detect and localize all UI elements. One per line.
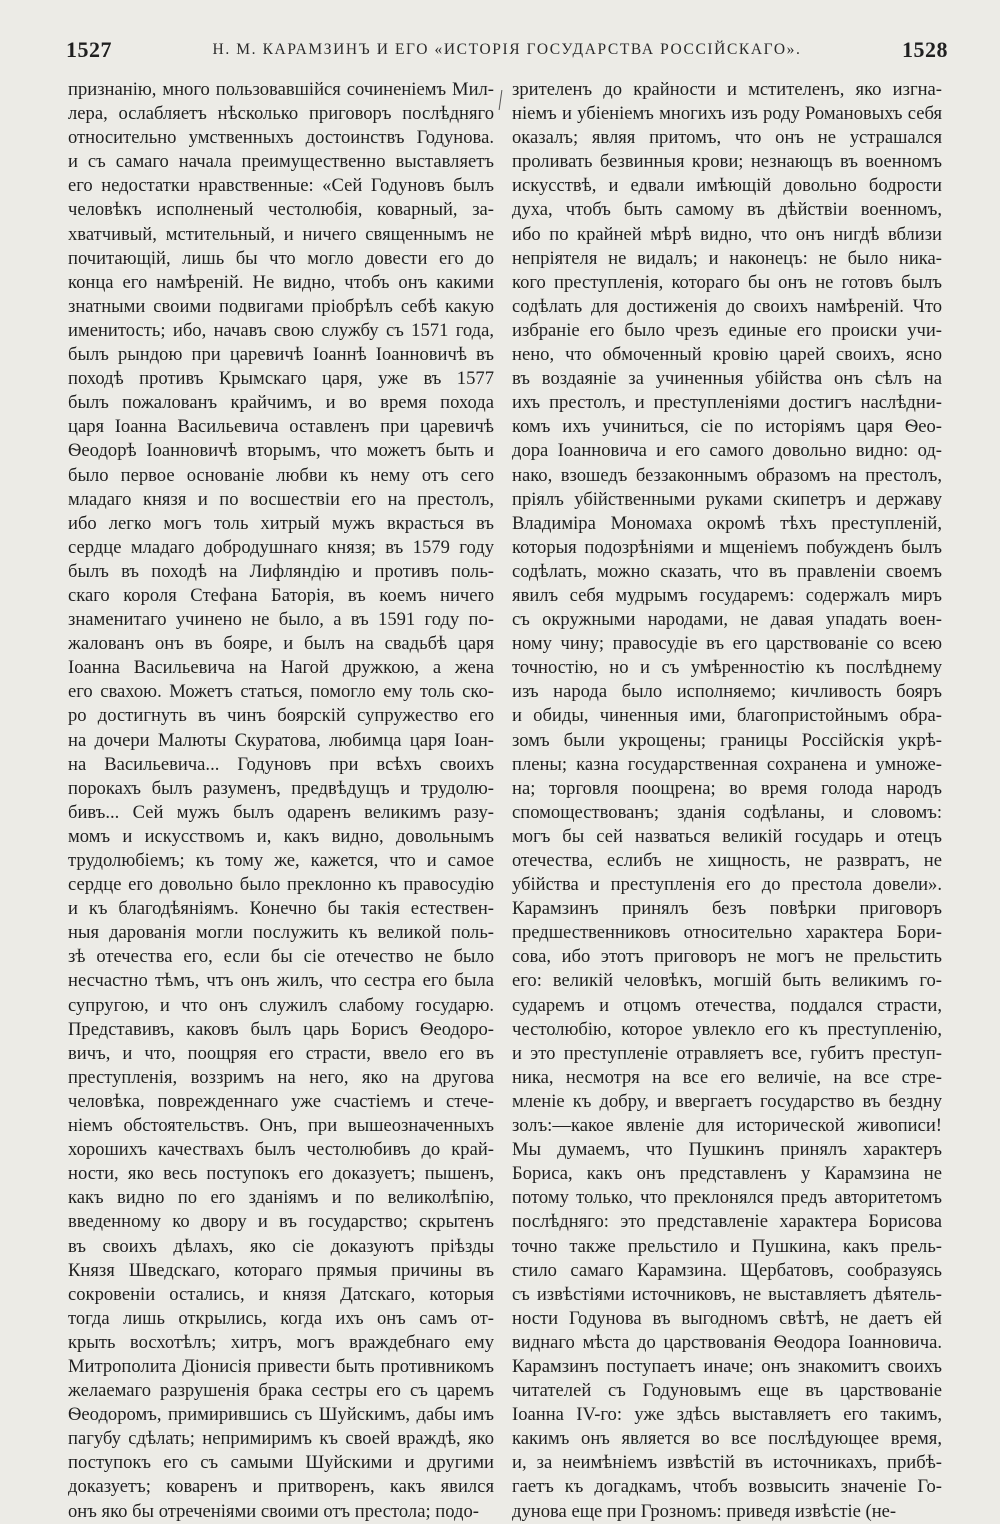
text-line: ніемъ обстоятельствъ. Онъ, при вышеозначенныхъ [68, 1115, 494, 1137]
text-line: поступокъ его съ самыми Шуйскими и другими [68, 1452, 494, 1474]
text-line: комъ ихъ учиниться, сіе по исторіямъ царя Ѳео- [512, 416, 942, 438]
text-line: зрителенъ до крайности и мстителенъ, яко изгна- [512, 79, 942, 100]
text-line: спомоществованъ; зданія содѣланы, и словомъ: [512, 801, 942, 823]
column-divider-mark [499, 90, 503, 110]
text-line: ности Годунова въ выгодномъ свѣтѣ, не даетъ ей [512, 1307, 942, 1329]
text-line: его: великій человѣкъ, могшій быть великимъ го- [512, 970, 942, 992]
text-line: хорошихъ качествахъ былъ честолюбивъ до край- [68, 1139, 494, 1161]
text-line: дора Іоанновича и его самого довольно видно: од- [512, 440, 942, 462]
text-line: именитость; ибо, начавъ свою службу съ 1571 года, [68, 319, 494, 341]
text-line: убійства и преступленія его до престола довели». [512, 874, 942, 896]
text-line: какъ видно по его зданіямъ и по великолѣпію, [68, 1187, 494, 1209]
text-line: гаетъ къ догадкамъ, чтобъ возвысить значеніе Го- [512, 1476, 942, 1498]
text-line: честолюбію, которое увлекло его къ преступленію, [512, 1018, 942, 1040]
text-line: стило самаго Карамзина. Щербатовъ, сообразуясь [512, 1259, 942, 1281]
text-line: знатными своими подвигами пріобрѣлъ себѣ какую [68, 295, 494, 317]
text-line: преступленія, воззримъ на него, яко на другова [68, 1066, 494, 1088]
text-line: ности, яко весь поступокъ его доказуетъ; пышенъ, [68, 1163, 494, 1185]
text-line: ибо по крайней мѣрѣ видно, что онъ нигдѣ вблизи [512, 223, 942, 245]
text-line: былъ рындою при царевичѣ Іоаннѣ Іоанновичѣ въ [68, 344, 494, 366]
text-line: отечества, еслибъ не хищность, не развратъ, не [512, 850, 942, 871]
text-line: духа, чтобъ быть самому въ дѣйствіи военномъ, [512, 199, 942, 221]
text-line: на Васильевича... Годуновъ при всѣхъ своихъ [68, 753, 494, 775]
text-line: дунова еще при Грозномъ: приведя извѣстіе (не- [512, 1500, 897, 1522]
page-number-left: 1527 [66, 37, 112, 62]
text-line: явилъ себя мудрымъ государемъ: содержалъ миръ [512, 584, 942, 606]
text-line: ибо легко могъ толь хитрый мужъ вкрасться въ [68, 512, 494, 534]
text-line: несчастно тѣмъ, чтъ онъ жилъ, что сестра его была [68, 970, 494, 992]
text-line: лера, ослабляетъ нѣсколько приговоръ послѣдняго [68, 103, 494, 125]
text-line: которыя подозрѣніями и мщеніемъ побужденъ былъ [512, 536, 942, 558]
text-line: Владиміра Мономаха окромѣ тѣхъ преступленій, [512, 512, 942, 534]
text-line: царя Іоанна Васильевича оставленъ при царевичѣ [68, 416, 494, 438]
text-line: человѣка, поврежденнаго уже счастіемъ и стече- [68, 1090, 494, 1112]
text-line: Мы думаемъ, что Пушкинъ принялъ характеръ [512, 1139, 942, 1161]
text-line: хватчивый, мстительный, и ничего священнымъ не [68, 223, 494, 245]
text-line: пріялъ убійственными руками скипетръ и державу [512, 488, 942, 510]
page-header [66, 30, 948, 70]
running-title: Н. М. КАРАМЗИНЪ И ЕГО «ИСТОРІЯ ГОСУДАРСТВА РОССІЙСКАГО». [212, 41, 802, 58]
text-line: съ окружными народами, не давая упадать воен- [512, 609, 942, 631]
text-line: плены; казна государственная сохранена и умноже- [512, 753, 942, 775]
text-line: Князя Шведскаго, котораго прямыя причины въ [68, 1259, 494, 1281]
text-line: тогда лишь открылись, когда ихъ онъ самъ от- [68, 1307, 494, 1329]
text-line: сердце младаго добродушнаго князя; въ 1579 году [68, 536, 494, 558]
text-column-right [512, 78, 942, 1524]
text-column-left [68, 78, 494, 1524]
text-line: зомъ были укрощены; границы Россійскія укрѣ- [512, 729, 942, 751]
text-line: былъ въ походѣ на Лифляндію и противъ поль- [68, 560, 494, 582]
text-line: сердце его довольно было преклонно къ правосудію [68, 874, 494, 896]
text-line: на дочери Малюты Скуратова, любимца царя Іоан- [68, 729, 494, 751]
text-line: нено, что обмоченный кровію царей своихъ, ясно [512, 344, 942, 366]
text-line: какимъ онъ является во все послѣдующее время, [512, 1428, 942, 1450]
text-line: его свахою. Можетъ статься, помогло ему толь ско- [68, 681, 494, 703]
text-line: и съ самаго начала преимущественно выставляетъ [68, 151, 494, 173]
text-line: содѣлать, можно сказать, что въ правленіи своемъ [512, 560, 942, 582]
text-line: бивъ... Сей мужъ былъ одаренъ великимъ разу- [68, 801, 494, 823]
page-number-right: 1528 [901, 37, 948, 62]
text-line: ному чину; правосудіе въ его царствованіе со всею [512, 633, 942, 655]
text-line: кого преступленія, котораго бы онъ не готовъ былъ [512, 271, 942, 293]
text-line: потому только, что преклонялся предъ авторитетомъ [512, 1187, 942, 1209]
text-line: Митрополита Діонисія привести быть противникомъ [68, 1355, 494, 1377]
text-line: искусствѣ, и едвали имѣющій довольно бодрости [512, 175, 942, 197]
text-line: порокахъ былъ разуменъ, предвѣдущъ и трудолю- [68, 777, 494, 799]
text-line: Іоанна Васильевича на Нагой дружкою, а жена [68, 657, 494, 679]
text-line: и обиды, чиненныя ими, благопристойнымъ обра- [512, 705, 942, 727]
text-line: и къ благодѣяніямъ. Конечно бы такія естествен- [68, 898, 494, 920]
text-line: введенному ко двору и въ государство; скрытенъ [68, 1211, 494, 1233]
text-line: доказуетъ; коваренъ и притворенъ, какъ явился [68, 1476, 494, 1498]
text-line: относительно умственныхъ достоинствъ Годунова. [68, 127, 494, 149]
text-line: Іоанна IV-го: уже здѣсь выставляетъ его такимъ, [512, 1404, 942, 1426]
text-line: могъ бы сей назваться великій государь и отецъ [512, 825, 942, 847]
text-line: предшественниковъ относительно характера Бори- [512, 922, 942, 944]
text-line: и это преступленіе отравляетъ все, губитъ преступ- [512, 1042, 942, 1064]
text-line: Представивъ, каковъ былъ царь Борисъ Ѳеодоро- [68, 1018, 494, 1040]
text-line: Ѳеодорѣ Іоанновичѣ вторымъ, что можетъ быть и [68, 440, 494, 462]
text-line: ихъ престолъ, и преступленіями достигъ наслѣдни- [512, 392, 942, 414]
text-line: сокровеніи остались, и князя Датскаго, которыя [68, 1283, 494, 1305]
text-line: признанію, много пользовавшійся сочиненіемъ Мил- [68, 79, 494, 100]
text-line: золъ:—какое явленіе для исторической живописи! [512, 1115, 942, 1137]
text-line: содѣлать для достиженія до своихъ намѣреній. Что [512, 295, 942, 317]
text-line: изъ народа было исполняемо; кичливость бояръ [512, 681, 942, 703]
text-line: точно также прельстило и Пушкина, какъ прель- [512, 1235, 942, 1257]
text-line: пагубу сдѣлать; непримиримъ къ своей враждѣ, яко [68, 1428, 494, 1450]
text-line: сударемъ и отцомъ отечества, поддался страсти, [512, 994, 942, 1016]
text-line: жалованъ онъ въ бояре, и былъ на свадьбѣ царя [68, 633, 494, 655]
text-line: мленіе къ добру, и ввергаетъ государство въ бездну [512, 1090, 942, 1112]
text-line: вичъ, и что, поощряя его страсти, ввело его въ [68, 1042, 494, 1064]
text-line: Карамзинъ принялъ безъ повѣрки приговоръ [512, 898, 942, 920]
text-line: скаго короля Стефана Баторія, въ коемъ ничего [68, 584, 494, 606]
text-line: почитающій, лишь бы что могло довести его до [68, 247, 494, 269]
text-line: человѣкъ исполненый честолюбія, коварный, за- [68, 199, 494, 221]
text-line: въ своихъ дѣлахъ, яко сіе доказуютъ пріѣзды [68, 1235, 494, 1257]
text-line: желаемаго разрушенія брака сестры его съ царемъ [68, 1380, 494, 1402]
text-line: Ѳеодоромъ, примирившись съ Шуйскимъ, дабы имъ [68, 1404, 494, 1426]
text-line: ніемъ и убіеніемъ многихъ изъ роду Романовыхъ себя [512, 103, 942, 125]
text-line: конца его намѣреній. Не видно, чтобъ онъ какими [68, 271, 494, 293]
text-line: знаменитаго учинено не было, а въ 1591 году по- [68, 609, 494, 631]
text-line: онъ яко бы отреченіями своими отъ престола; подо- [68, 1500, 479, 1522]
text-line: супругою, и что онъ служилъ слабому государю. [68, 994, 494, 1016]
text-line: младаго князя и по восшествіи его на престолъ, [68, 488, 494, 510]
text-line: ника, несмотря на все его величіе, на все стре- [512, 1066, 942, 1088]
text-line: и, за неимѣніемъ извѣстій въ источникахъ, прибѣ- [512, 1452, 942, 1474]
text-line: момъ и искусствомъ и, какъ видно, довольнымъ [68, 825, 494, 847]
text-line: сова, ибо этотъ приговоръ не могъ не прельстить [512, 946, 942, 968]
text-line: походѣ противъ Крымскаго царя, уже въ 1577 [68, 368, 494, 390]
text-line: его недостатки нравственные: «Сей Годуновъ былъ [68, 175, 494, 197]
text-line: ныя дарованія могли послужить къ великой поль- [68, 922, 494, 944]
text-line: читателей съ Годуновымъ еще въ царствованіе [512, 1380, 942, 1402]
text-line: точностію, но и съ умѣренностію къ послѣднему [512, 657, 942, 679]
text-line: крыть восхотѣлъ; хитръ, могъ враждебнаго ему [68, 1331, 494, 1353]
text-line: проливать безвинныя крови; незнающъ въ военномъ [512, 151, 942, 173]
text-line: избраніе его было чрезъ единые его происки учи- [512, 319, 942, 341]
text-line: виднаго мѣста до царствованія Ѳеодора Іоанновича. [512, 1331, 942, 1353]
text-line: послѣдняго: это представленіе характера Борисова [512, 1211, 942, 1233]
text-line: Карамзинъ поступаетъ иначе; онъ знакомитъ своихъ [512, 1355, 942, 1377]
text-line: ро достигнуть въ чинъ боярскій супружество его [68, 705, 494, 727]
text-line: въ воздаяніе за учиненныя убійства онъ сѣлъ на [512, 368, 942, 390]
text-line: зѣ отечества его, если бы сіе отечество не было [68, 946, 494, 968]
text-line: на; торговля поощрена; во время голода народъ [512, 777, 942, 799]
text-line: непріятеля не видалъ; и наконецъ: не было ника- [512, 247, 942, 269]
text-line: трудолюбіемъ; къ тому же, кажется, что и самое [68, 850, 494, 871]
text-line: съ извѣстіями источниковъ, не выставляетъ дѣятель- [512, 1283, 942, 1305]
text-line: оказалъ; являя притомъ, что онъ не устрашался [512, 127, 942, 149]
text-line: было первое основаніе любви къ нему отъ сего [68, 464, 494, 486]
text-line: Бориса, какъ онъ представленъ у Карамзина не [512, 1163, 942, 1185]
text-line: нако, взошедъ беззаконнымъ образомъ на престолъ, [512, 464, 942, 486]
text-line: былъ пожалованъ крайчимъ, и во время похода [68, 392, 494, 414]
